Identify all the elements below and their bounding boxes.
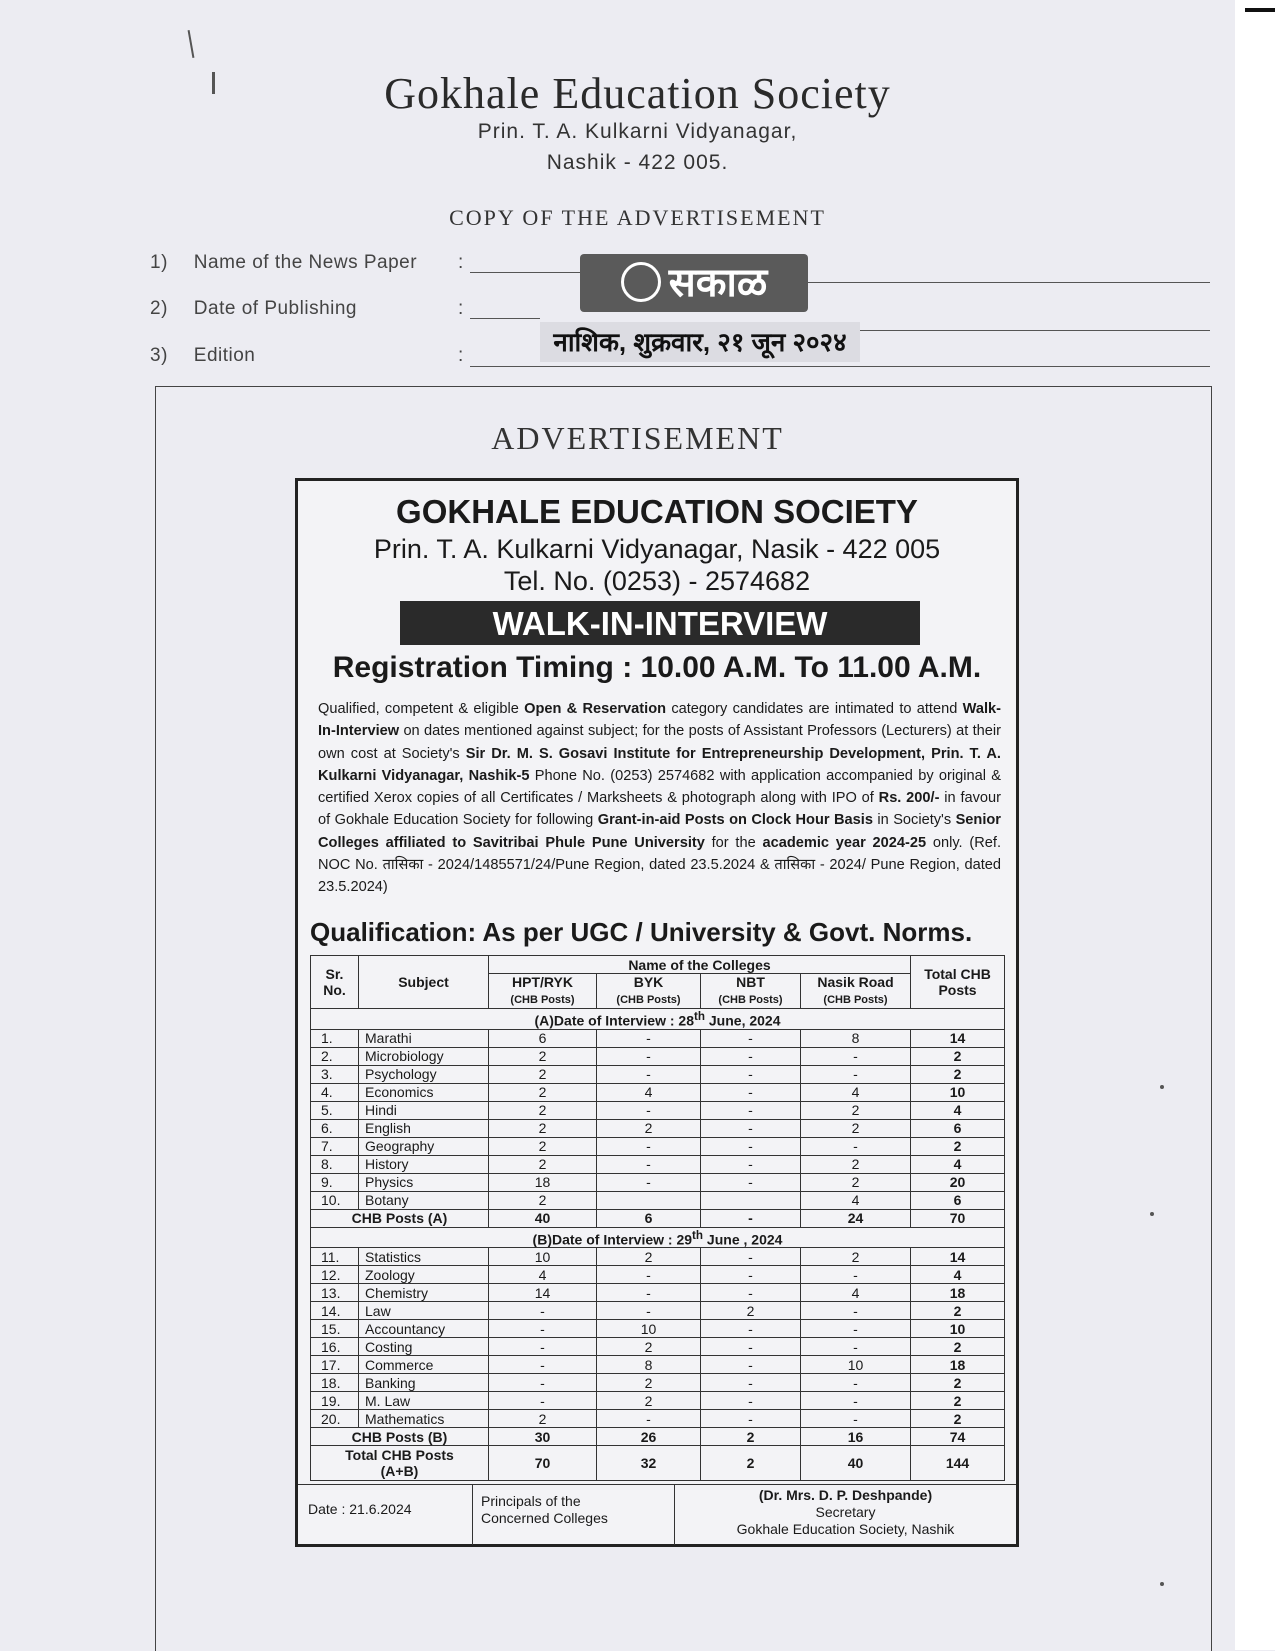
scan-speck <box>188 30 195 58</box>
header-college: Nasik Road (CHB Posts) <box>801 974 911 1009</box>
row-hpt-ryk: 2 <box>489 1101 597 1119</box>
row-hpt-ryk: - <box>489 1302 597 1320</box>
row-subject: Hindi <box>359 1101 489 1119</box>
fill-line <box>470 318 540 319</box>
row-nasik-road: - <box>801 1374 911 1392</box>
row-byk <box>597 1191 701 1209</box>
row-hpt-ryk: 2 <box>489 1155 597 1173</box>
signatory-name: (Dr. Mrs. D. P. Deshpande) <box>758 1487 933 1503</box>
row-total: 2 <box>911 1047 1005 1065</box>
row-total: 4 <box>911 1155 1005 1173</box>
row-hpt-ryk: - <box>489 1392 597 1410</box>
row-nasik-road: - <box>801 1410 911 1428</box>
row-subject: Marathi <box>359 1029 489 1047</box>
row-subject: Economics <box>359 1083 489 1101</box>
newspaper-name: सकाळ <box>668 261 768 305</box>
row-total: 18 <box>911 1356 1005 1374</box>
signatory-block <box>675 1485 1016 1545</box>
row-sr: 13. <box>311 1284 359 1302</box>
row-hpt-ryk: - <box>489 1374 597 1392</box>
row-subject: Geography <box>359 1137 489 1155</box>
row-hpt-ryk: 6 <box>489 1029 597 1047</box>
header-college: HPT/RYK (CHB Posts) <box>489 974 597 1009</box>
society-address-line1: Prin. T. A. Kulkarni Vidyanagar, <box>477 120 798 143</box>
row-hpt-ryk: 2 <box>489 1047 597 1065</box>
field-colon: : <box>458 345 464 366</box>
row-byk: 10 <box>597 1320 701 1338</box>
row-nasik-road: 2 <box>801 1248 911 1266</box>
row-nbt: - <box>701 1119 801 1137</box>
row-nbt: - <box>701 1374 801 1392</box>
table-row <box>311 1392 1005 1410</box>
row-total: 10 <box>911 1320 1005 1338</box>
grand-total-c3: 2 <box>701 1446 801 1481</box>
table-row <box>311 1155 1005 1173</box>
table-row <box>311 1137 1005 1155</box>
row-subject: Psychology <box>359 1065 489 1083</box>
row-nasik-road: 2 <box>801 1155 911 1173</box>
row-subject: Costing <box>359 1338 489 1356</box>
row-nasik-road: - <box>801 1137 911 1155</box>
grand-total-c2: 32 <box>597 1446 701 1481</box>
society-address-line2: Nashik - 422 005. <box>546 151 729 174</box>
row-subject: Botany <box>359 1191 489 1209</box>
row-subject: Mathematics <box>359 1410 489 1428</box>
row-byk: 2 <box>597 1374 701 1392</box>
row-nbt: - <box>701 1320 801 1338</box>
row-nbt: - <box>701 1047 801 1065</box>
row-hpt-ryk: 10 <box>489 1248 597 1266</box>
row-subject: Zoology <box>359 1266 489 1284</box>
section-a-total-row <box>311 1209 1005 1227</box>
row-nasik-road: 8 <box>801 1029 911 1047</box>
field-number: 2) <box>150 298 168 319</box>
row-nasik-road: 10 <box>801 1356 911 1374</box>
row-subject: English <box>359 1119 489 1137</box>
row-nasik-road: - <box>801 1302 911 1320</box>
row-sr: 19. <box>311 1392 359 1410</box>
row-nbt: - <box>701 1248 801 1266</box>
row-total: 4 <box>911 1101 1005 1119</box>
form-field-edition <box>150 345 255 367</box>
row-sr: 3. <box>311 1065 359 1083</box>
header-total: Total CHB Posts <box>911 956 1005 1009</box>
advertisement-heading: ADVERTISEMENT <box>491 420 784 456</box>
row-total: 20 <box>911 1173 1005 1191</box>
scan-speck <box>1150 1212 1154 1216</box>
interview-date-a: (A)Date of Interview : 28th June, 2024 <box>311 1009 1005 1030</box>
ad-org-name: GOKHALE EDUCATION SOCIETY <box>396 493 918 530</box>
row-hpt-ryk: - <box>489 1320 597 1338</box>
row-subject: Chemistry <box>359 1284 489 1302</box>
row-total: 6 <box>911 1191 1005 1209</box>
row-total: 14 <box>911 1029 1005 1047</box>
newspaper-dateline: नाशिक, शुक्रवार, २१ जून २०२४ <box>540 322 860 362</box>
row-subject: Commerce <box>359 1356 489 1374</box>
row-sr: 7. <box>311 1137 359 1155</box>
row-nbt: - <box>701 1266 801 1284</box>
row-byk: - <box>597 1302 701 1320</box>
row-total: 2 <box>911 1065 1005 1083</box>
row-hpt-ryk: 2 <box>489 1119 597 1137</box>
fill-line <box>470 366 1210 367</box>
row-nasik-road: - <box>801 1065 911 1083</box>
row-byk: 2 <box>597 1338 701 1356</box>
advertisement-clipping <box>295 478 1019 1547</box>
row-nbt: - <box>701 1155 801 1173</box>
subtotal-label: CHB Posts (A) <box>311 1209 489 1227</box>
section-b-date-row <box>311 1227 1005 1248</box>
table-row <box>311 1119 1005 1137</box>
row-sr: 12. <box>311 1266 359 1284</box>
row-total: 2 <box>911 1302 1005 1320</box>
row-subject: Accountancy <box>359 1320 489 1338</box>
row-subject: Statistics <box>359 1248 489 1266</box>
header-colleges: Name of the Colleges <box>489 956 911 974</box>
grand-total-c4: 40 <box>801 1446 911 1481</box>
row-nbt: - <box>701 1338 801 1356</box>
table-row <box>311 1338 1005 1356</box>
posts-table <box>310 955 1005 1481</box>
row-subject: Microbiology <box>359 1047 489 1065</box>
row-nasik-road: 2 <box>801 1119 911 1137</box>
row-total: 18 <box>911 1284 1005 1302</box>
row-sr: 10. <box>311 1191 359 1209</box>
row-sr: 4. <box>311 1083 359 1101</box>
subtotal-c2: 26 <box>597 1428 701 1446</box>
row-byk: - <box>597 1266 701 1284</box>
header-college: NBT (CHB Posts) <box>701 974 801 1009</box>
row-total: 2 <box>911 1137 1005 1155</box>
field-label: Date of Publishing <box>193 298 357 319</box>
row-sr: 6. <box>311 1119 359 1137</box>
row-nbt: - <box>701 1101 801 1119</box>
row-nbt: - <box>701 1356 801 1374</box>
row-byk: - <box>597 1047 701 1065</box>
subtotal-c4: 16 <box>801 1428 911 1446</box>
field-label: Edition <box>193 345 256 366</box>
row-nasik-road: 4 <box>801 1191 911 1209</box>
row-byk: - <box>597 1173 701 1191</box>
row-hpt-ryk: 2 <box>489 1083 597 1101</box>
section-a-date-row <box>311 1009 1005 1030</box>
table-row <box>311 1374 1005 1392</box>
row-sr: 20. <box>311 1410 359 1428</box>
table-row <box>311 1356 1005 1374</box>
scan-speck <box>1160 1582 1164 1586</box>
ad-footer <box>298 1484 1016 1545</box>
table-row <box>311 1266 1005 1284</box>
row-byk: - <box>597 1137 701 1155</box>
row-nasik-road: - <box>801 1266 911 1284</box>
row-total: 2 <box>911 1338 1005 1356</box>
signatory-designation: Secretary <box>815 1504 876 1520</box>
row-total: 4 <box>911 1266 1005 1284</box>
row-nbt: - <box>701 1083 801 1101</box>
subtotal-c3: - <box>701 1209 801 1227</box>
row-subject: M. Law <box>359 1392 489 1410</box>
table-row <box>311 1047 1005 1065</box>
row-nasik-road: 2 <box>801 1173 911 1191</box>
subtotal-total: 70 <box>911 1209 1005 1227</box>
ad-body-paragraph: Qualified, competent & eligible Open & Reservation category candidates are intimated to attend Walk-In-Interview on dates mentioned against subject; for the posts of Assistant Professors (Lecturers) at their own cost at Society's Sir Dr. M. S. Gosavi Institute for Entrepreneurship Development, Prin. T. A. Kulkarni Vidyanagar, Nashik-5 Phone No. (0253) 2574682 with application accompanied by original & certified Xerox copies of all Certificates / Marksheets & photograph along with IPO of Rs. 200/- in favour of Gokhale Education Society for following Grant-in-aid Posts on Clock Hour Basis in Society's Senior Colleges affiliated to Savitribai Phule Pune University for the academic year 2024-25 only. (Ref. NOC No. तासिका - 2024/1485571/24/Pune Region, dated 23.5.2024 & तासिका - 2024/ Pune Region, dated 23.5.2024) <box>318 701 1002 896</box>
row-nbt: - <box>701 1392 801 1410</box>
row-byk: - <box>597 1410 701 1428</box>
row-nbt: - <box>701 1137 801 1155</box>
header-college: BYK (CHB Posts) <box>597 974 701 1009</box>
row-byk: - <box>597 1155 701 1173</box>
row-byk: - <box>597 1101 701 1119</box>
table-row <box>311 1065 1005 1083</box>
newspaper-logo <box>580 254 808 312</box>
scan-speck <box>212 72 215 94</box>
row-byk: 4 <box>597 1083 701 1101</box>
table-row <box>311 1083 1005 1101</box>
row-total: 2 <box>911 1410 1005 1428</box>
table-row <box>311 1191 1005 1209</box>
scan-speck <box>1160 1085 1164 1089</box>
form-field-newspaper <box>150 252 417 274</box>
ad-telephone: Tel. No. (0253) - 2574682 <box>503 566 811 596</box>
subtotal-label: CHB Posts (B) <box>311 1428 489 1446</box>
row-nasik-road: 4 <box>801 1284 911 1302</box>
row-subject: Physics <box>359 1173 489 1191</box>
copy-title: COPY OF THE ADVERTISEMENT <box>449 205 826 230</box>
row-byk: 2 <box>597 1119 701 1137</box>
table-row <box>311 1173 1005 1191</box>
field-number: 1) <box>150 252 168 273</box>
form-field-publish-date <box>150 298 357 320</box>
subtotal-c3: 2 <box>701 1428 801 1446</box>
fill-line <box>470 272 580 273</box>
row-nbt: - <box>701 1284 801 1302</box>
row-subject: Law <box>359 1302 489 1320</box>
ad-date: Date : 21.6.2024 <box>298 1485 473 1545</box>
signatory-organization: Gokhale Education Society, Nashik <box>736 1521 955 1537</box>
row-byk: 8 <box>597 1356 701 1374</box>
field-colon: : <box>458 252 464 273</box>
row-sr: 5. <box>311 1101 359 1119</box>
row-nasik-road: 2 <box>801 1101 911 1119</box>
table-row <box>311 1101 1005 1119</box>
grand-total-c1: 70 <box>489 1446 597 1481</box>
row-nbt: - <box>701 1410 801 1428</box>
subtotal-c1: 40 <box>489 1209 597 1227</box>
row-hpt-ryk: 4 <box>489 1266 597 1284</box>
row-nbt: - <box>701 1029 801 1047</box>
table-row <box>311 1029 1005 1047</box>
row-byk: 2 <box>597 1392 701 1410</box>
row-total: 14 <box>911 1248 1005 1266</box>
row-subject: History <box>359 1155 489 1173</box>
grand-total-label: Total CHB Posts (A+B) <box>311 1446 489 1481</box>
row-total: 2 <box>911 1392 1005 1410</box>
row-hpt-ryk: 18 <box>489 1173 597 1191</box>
row-hpt-ryk: 2 <box>489 1410 597 1428</box>
row-nbt <box>701 1191 801 1209</box>
row-nasik-road: - <box>801 1338 911 1356</box>
row-sr: 17. <box>311 1356 359 1374</box>
ad-walk-in-banner: WALK-IN-INTERVIEW <box>400 601 920 645</box>
row-byk: - <box>597 1029 701 1047</box>
ad-address: Prin. T. A. Kulkarni Vidyanagar, Nasik - 422 005 <box>373 534 941 564</box>
fill-line <box>860 330 1210 331</box>
row-nasik-road: - <box>801 1320 911 1338</box>
society-title: Gokhale Education Society <box>384 69 891 118</box>
interview-date-b: (B)Date of Interview : 29th June , 2024 <box>311 1227 1005 1248</box>
row-total: 6 <box>911 1119 1005 1137</box>
row-byk: - <box>597 1065 701 1083</box>
table-row <box>311 1320 1005 1338</box>
subtotal-c4: 24 <box>801 1209 911 1227</box>
table-row <box>311 1248 1005 1266</box>
row-hpt-ryk: 2 <box>489 1065 597 1083</box>
grand-total-row <box>311 1446 1005 1481</box>
fill-line <box>808 282 1210 283</box>
field-label: Name of the News Paper <box>193 252 418 273</box>
scan-edge-mark <box>1245 8 1275 12</box>
row-total: 2 <box>911 1374 1005 1392</box>
row-byk: 2 <box>597 1248 701 1266</box>
subtotal-c1: 30 <box>489 1428 597 1446</box>
row-sr: 15. <box>311 1320 359 1338</box>
header-subject: Subject <box>359 956 489 1009</box>
section-b-total-row <box>311 1428 1005 1446</box>
row-nasik-road: - <box>801 1392 911 1410</box>
row-subject: Banking <box>359 1374 489 1392</box>
row-hpt-ryk: 2 <box>489 1137 597 1155</box>
row-nbt: - <box>701 1173 801 1191</box>
row-sr: 18. <box>311 1374 359 1392</box>
field-number: 3) <box>150 345 168 366</box>
row-sr: 1. <box>311 1029 359 1047</box>
row-sr: 11. <box>311 1248 359 1266</box>
field-colon: : <box>458 298 464 319</box>
row-byk: - <box>597 1284 701 1302</box>
row-hpt-ryk: - <box>489 1356 597 1374</box>
row-hpt-ryk: 2 <box>489 1191 597 1209</box>
table-row <box>311 1284 1005 1302</box>
row-nasik-road: 4 <box>801 1083 911 1101</box>
row-hpt-ryk: 14 <box>489 1284 597 1302</box>
principals-note: Principals of the Concerned Colleges <box>473 1485 675 1545</box>
table-row <box>311 1302 1005 1320</box>
row-sr: 9. <box>311 1173 359 1191</box>
ad-qualification: Qualification: As per UGC / University & Govt. Norms. <box>310 917 973 947</box>
row-nasik-road: - <box>801 1047 911 1065</box>
row-nbt: 2 <box>701 1302 801 1320</box>
row-total: 10 <box>911 1083 1005 1101</box>
header-sr-no: Sr. No. <box>311 956 359 1009</box>
newspaper-emblem-icon <box>621 262 661 302</box>
table-row <box>311 1410 1005 1428</box>
row-sr: 14. <box>311 1302 359 1320</box>
page-edge <box>1235 0 1275 1650</box>
grand-total-total: 144 <box>911 1446 1005 1481</box>
subtotal-total: 74 <box>911 1428 1005 1446</box>
row-sr: 2. <box>311 1047 359 1065</box>
ad-registration-timing: Registration Timing : 10.00 A.M. To 11.00 A.M. <box>332 651 982 684</box>
row-nbt: - <box>701 1065 801 1083</box>
row-sr: 8. <box>311 1155 359 1173</box>
row-hpt-ryk: - <box>489 1338 597 1356</box>
subtotal-c2: 6 <box>597 1209 701 1227</box>
row-sr: 16. <box>311 1338 359 1356</box>
